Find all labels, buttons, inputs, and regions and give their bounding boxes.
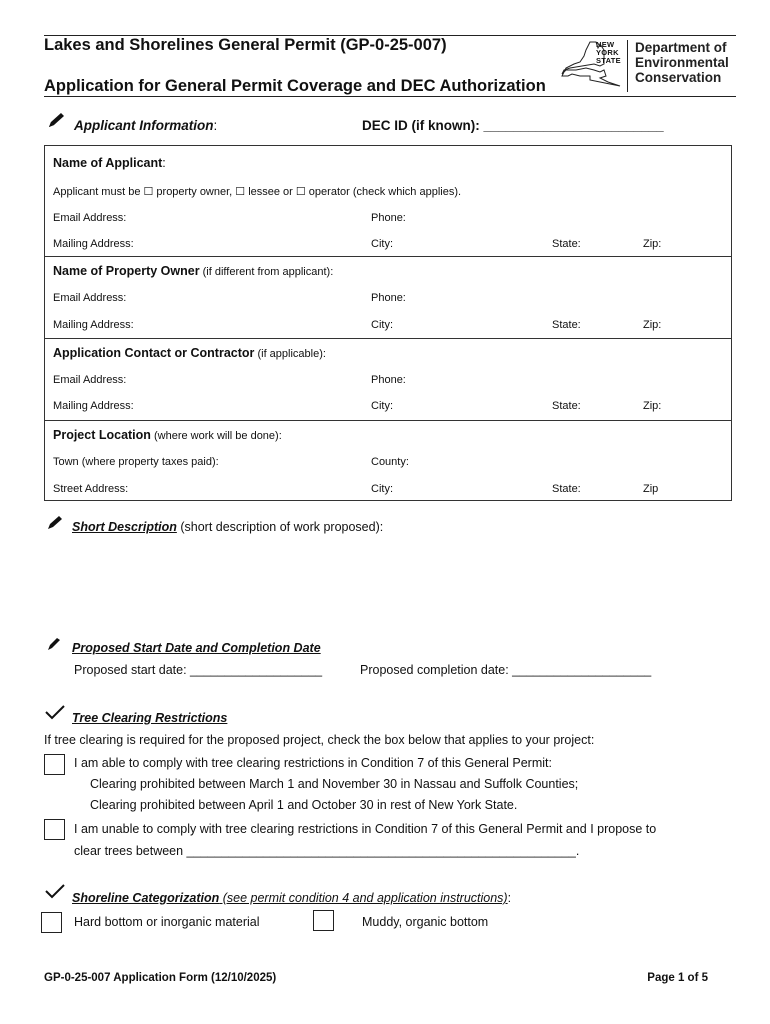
hard-bottom-checkbox[interactable] [41, 912, 62, 933]
owner-heading-suffix: (if different from applicant): [199, 266, 334, 278]
footer-form-id: GP-0-25-007 Application Form (12/10/2025) [44, 972, 277, 984]
logo-dept-line1: Department of [635, 40, 727, 55]
location-town-field[interactable]: Town (where property taxes paid): [53, 456, 219, 468]
contact-heading: Application Contact or Contractor [53, 346, 255, 360]
shoreline-colon: : [507, 891, 512, 905]
location-zip-field[interactable]: Zip [643, 483, 659, 495]
dec-logo-text [635, 40, 729, 85]
tree-clearing-label: Tree Clearing Restrictions [72, 711, 228, 725]
logo-state-text [596, 41, 621, 65]
tree-clearing-heading [72, 711, 227, 725]
location-county-field[interactable]: County: [371, 456, 409, 468]
dates-heading [72, 641, 321, 655]
owner-heading: Name of Property Owner [53, 264, 200, 278]
applicant-zip-field[interactable]: Zip: [643, 238, 662, 250]
checkmark-icon [45, 883, 65, 899]
pencil-icon [46, 637, 62, 652]
short-description-suffix: (short description of work proposed): [176, 520, 384, 534]
location-heading-suffix: (where work will be done): [150, 430, 282, 442]
applicant-type-text[interactable]: Applicant must be ☐ property owner, ☐ lessee or ☐ operator (check which applies). [53, 186, 462, 198]
completion-date-field[interactable]: Proposed completion date: ____________________ [360, 663, 652, 677]
tree-comply-line2: Clearing prohibited between March 1 and November 30 in Nassau and Suffolk Counties; [90, 777, 579, 791]
applicant-email-field[interactable]: Email Address: [53, 212, 127, 224]
shoreline-note: (see permit condition 4 and application instructions) [219, 891, 508, 905]
location-state-field[interactable]: State: [552, 483, 581, 495]
table-divider [45, 338, 731, 339]
owner-mailing-field[interactable]: Mailing Address: [53, 319, 134, 331]
tree-comply-label: I am able to comply with tree clearing restrictions in Condition 7 of this General Permit: [74, 756, 552, 770]
logo-dept-line3: Conservation [635, 70, 722, 85]
shoreline-heading [72, 891, 511, 905]
contact-state-field[interactable]: State: [552, 400, 581, 412]
applicant-info-heading [74, 118, 217, 133]
logo-divider [627, 40, 628, 92]
location-street-field[interactable]: Street Address: [53, 483, 129, 495]
shoreline-label: Shoreline Categorization [72, 891, 220, 905]
location-city-field[interactable]: City: [371, 483, 393, 495]
header-bottom-rule [44, 96, 736, 97]
footer-page-number: Page 1 of 5 [647, 972, 708, 984]
applicant-heading-suffix: : [162, 156, 166, 170]
applicant-state-field[interactable]: State: [552, 238, 581, 250]
logo-state: STATE [596, 56, 621, 65]
hard-bottom-label: Hard bottom or inorganic material [74, 915, 260, 929]
owner-zip-field[interactable]: Zip: [643, 319, 662, 331]
pencil-icon [46, 112, 66, 130]
dec-id-field[interactable]: DEC ID (if known): ________________________ [362, 118, 664, 133]
tree-clearing-intro: If tree clearing is required for the proposed project, check the box below that applies to your project: [44, 733, 595, 747]
pencil-icon [46, 515, 64, 531]
tree-unable-checkbox[interactable] [44, 819, 65, 840]
logo-york: YORK [596, 48, 619, 57]
owner-city-field[interactable]: City: [371, 319, 393, 331]
applicant-city-field[interactable]: City: [371, 238, 393, 250]
dates-label: Proposed Start Date and Completion Date [72, 641, 321, 655]
form-subtitle: Application for General Permit Coverage and DEC Authorization [44, 77, 546, 95]
contact-zip-field[interactable]: Zip: [643, 400, 662, 412]
contact-mailing-field[interactable]: Mailing Address: [53, 400, 134, 412]
short-description-label: Short Description [72, 520, 177, 534]
applicant-table [44, 145, 732, 501]
owner-phone-field[interactable]: Phone: [371, 292, 406, 304]
table-divider [45, 420, 731, 421]
applicant-info-label: Applicant Information [74, 118, 214, 133]
muddy-bottom-label: Muddy, organic bottom [362, 915, 489, 929]
applicant-phone-field[interactable]: Phone: [371, 212, 406, 224]
location-heading: Project Location [53, 428, 151, 442]
checkmark-icon [45, 704, 65, 720]
contact-phone-field[interactable]: Phone: [371, 374, 406, 386]
applicant-mailing-field[interactable]: Mailing Address: [53, 238, 134, 250]
logo-dept-line2: Environmental [635, 55, 729, 70]
form-title: Lakes and Shorelines General Permit (GP-0-25-007) [44, 36, 447, 54]
contact-city-field[interactable]: City: [371, 400, 393, 412]
contact-heading-suffix: (if applicable): [254, 348, 326, 360]
muddy-bottom-checkbox[interactable] [313, 910, 334, 931]
applicant-info-colon: : [213, 118, 218, 133]
short-description-input[interactable] [72, 540, 730, 630]
tree-unable-dates-field[interactable]: clear trees between ________________________________________________________. [74, 844, 580, 858]
table-divider [45, 256, 731, 257]
short-description-heading [72, 520, 383, 534]
contact-email-field[interactable]: Email Address: [53, 374, 127, 386]
owner-email-field[interactable]: Email Address: [53, 292, 127, 304]
start-date-field[interactable]: Proposed start date: ___________________ [74, 663, 323, 677]
tree-unable-label: I am unable to comply with tree clearing restrictions in Condition 7 of this General Permit and I propose to [74, 822, 657, 836]
tree-comply-line3: Clearing prohibited between April 1 and October 30 in rest of New York State. [90, 798, 518, 812]
applicant-heading: Name of Applicant [53, 156, 163, 170]
owner-state-field[interactable]: State: [552, 319, 581, 331]
tree-comply-checkbox[interactable] [44, 754, 65, 775]
logo-new: NEW [596, 40, 615, 49]
